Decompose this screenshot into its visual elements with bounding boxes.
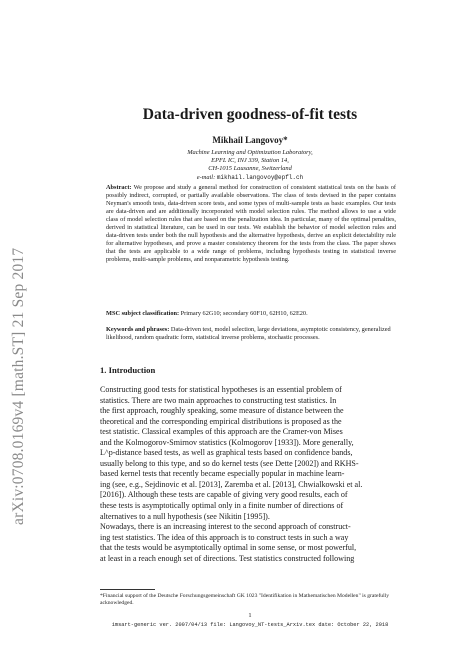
body-line: [2016]). Although these tests are capable of giving very good results, each of [100,490,348,500]
abstract-text: We propose and study a general method for construction of consistent statistical tests on the basis of possibly indirect, corrupted, or partially available observations. The class of tests devised in the paper contains Neyman's smooth tests, data-driven score tests, and some types of multi-sample tests as basic examples. Our tests are data-driven and are additionally incorporated with model selection rules. The method allows to use a wide class of model selection rules that are based on the penalization idea. In particular, many of the optimal penalties, derived in statistical literature, can be used in our tests. We establish the behavior of model selection rules and data-driven tests under both the null hypothesis and the alternative hypothesis, derive an explicit detectability rule for alternative hypotheses, and prove a master consistency theorem for the tests from the class. The paper shows that the tests are applicable to a wide range of problems, including hypothesis testing in statistical inverse problems, multi-sample problems, and nonparametric hypothesis testing. [106,184,396,264]
body-line: statistics. There are two main approaches to constructing test statistics. In [100,395,337,405]
body-line: at least in a reach enough set of directions. Test statistics constructed following [100,553,355,563]
body-line: usually belong to this type, and so do kernel tests (see Dette [2002]) and RKHS- [100,458,359,468]
footnote: *Financial support of the Deutsche Forschungsgemeinschaft GK 1023 "Identifikation in Mathematischen Modellen" is gratefully acknowledged. [100,593,390,606]
email-address[interactable]: mikhail.langovoy@epfl.ch [216,173,304,181]
body-line: Nowadays, there is an increasing interest to the second approach of construct- [100,522,351,532]
msc-text: Primary 62G10; secondary 60F10, 62H10, 62E20. [179,310,308,317]
keywords [106,326,396,342]
msc-label: MSC subject classification: [106,310,180,317]
body-line: and the Kolmogorov-Smirnov statistics (Kolmogorov [1933]). More generally, [100,437,354,447]
arxiv-identifier: arXiv:0708.0169v4 [math.ST] 21 Sep 2017 [10,247,27,525]
affiliation-block [110,149,390,182]
introduction-body [100,385,400,564]
affiliation-line: EPFL IC, INJ 339, Station 14, [211,157,289,165]
body-line: ing test statistics. The idea of this approach is to construct tests in such a way [100,532,349,542]
imsart-footer: imsart-generic ver. 2007/04/13 file: Langovoy_NT-tests_Arxiv.tex date: October 22, 2018 [111,622,389,628]
body-line: the first approach, roughly speaking, some measure of distance between the [100,406,344,416]
abstract [106,184,396,264]
email-line [110,174,390,182]
affiliation-line: CH-1015 Lausanne, Switzerland [208,165,292,173]
body-line: that the tests would be asymptotically optimal in some sense, or most powerful, [100,543,357,553]
paper-title: Data-driven goodness-of-fit tests [142,106,358,123]
body-line: based kernel tests that recently became especially popular in machine learn- [100,469,345,479]
footnote-rule [100,589,155,590]
body-line: ing (see, e.g., Sejdinovic et al. [2013], Zaremba et al. [2013], Chwialkowski et al. [100,479,363,489]
body-line: these tests is asymptotically optimal only in a finite number of directions of [100,501,344,511]
email-prefix: e-mail: [196,173,217,181]
body-line: test statistic. Classical examples of this approach are the Cramer-von Mises [100,427,343,437]
abstract-label: Abstract: [106,184,132,191]
keywords-text: Data-driven test, model selection, large deviations, asymptotic consistency, generalized likelihood, random quadratic form, statistical inverse problems, stochastic processes. [106,326,391,342]
keywords-label: Keywords and phrases: [106,326,170,333]
affiliation-line: Machine Learning and Optimization Laboratory, [187,149,313,156]
page-number: 1 [248,612,252,619]
body-line: Constructing good tests for statistical hypotheses is an essential problem of [100,385,342,394]
msc-classification [106,310,396,318]
section-heading: 1. Introduction [100,365,156,375]
body-line: L^p-distance based tests, as well as graphical tests based on confidence bands, [100,448,353,458]
body-line: theoretical and the corresponding empirical distributions is proposed as the [100,416,342,426]
author-name: Mikhail Langovoy* [212,135,288,145]
body-line: alternatives to a null hypothesis (see Nikitin [1995]). [100,511,270,521]
